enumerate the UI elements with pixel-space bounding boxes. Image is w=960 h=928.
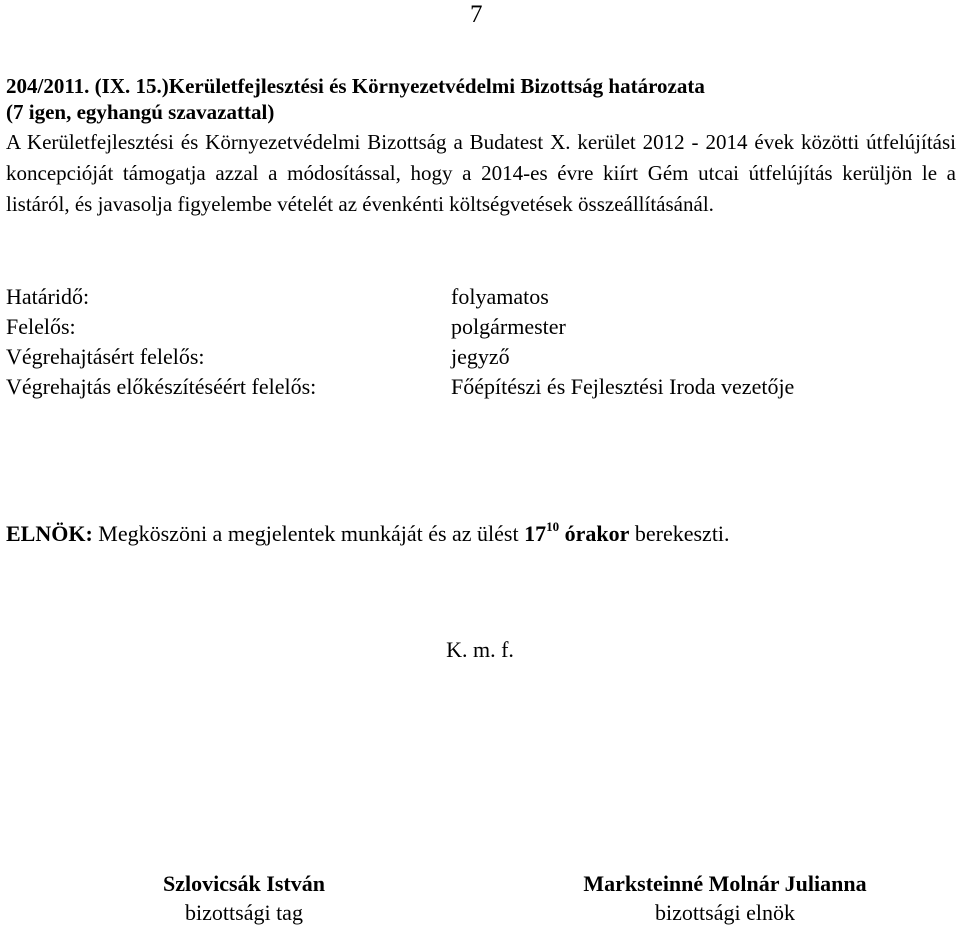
closing-end: berekeszti.: [629, 521, 730, 546]
kmf-note: K. m. f.: [446, 637, 514, 662]
signature-right: [545, 869, 905, 927]
assignment-row-responsible: [6, 312, 794, 342]
resolution-title: 204/2011. (IX. 15.)Kerületfejlesztési és Környezetvédelmi Bizottság határozata: [6, 74, 705, 98]
resolution-block: [6, 73, 956, 220]
speaker-label: ELNÖK:: [6, 521, 93, 546]
signature-role: bizottsági tag: [185, 900, 303, 925]
signature-role: bizottsági elnök: [655, 900, 795, 925]
assignment-row-deadline: [6, 282, 794, 312]
closing-hour: 17: [524, 521, 547, 546]
assignment-label: Végrehajtás előkészítéséért felelős:: [6, 374, 317, 399]
assignment-value: polgármester: [451, 314, 566, 339]
signature-name: Szlovicsák István: [163, 871, 325, 896]
assignment-value: folyamatos: [451, 284, 549, 309]
closing-unit: órakor: [559, 521, 630, 546]
assignment-value: Főépítészi és Fejlesztési Iroda vezetője: [451, 374, 795, 399]
closing-minutes: 10: [546, 519, 560, 534]
resolution-vote: (7 igen, egyhangú szavazattal): [6, 100, 275, 124]
assignment-label: Végrehajtásért felelős:: [6, 344, 205, 369]
resolution-body: A Kerületfejlesztési és Környezetvédelmi Bizottság a Budatest X. kerület 2012 - 2014 évek közötti útfelújítási koncepcióját támogatja azzal a módosítással, hogy a 2014-es évre kiírt Gém utcai útfelújítás kerüljön le a listáról, és javasolja figyelembe vételét az évenkénti költségvetések összeállításánál.: [6, 130, 956, 216]
assignment-value: jegyző: [451, 344, 510, 369]
assignment-label: Határidő:: [6, 284, 90, 309]
signature-left: [109, 869, 379, 927]
closing-text: Megköszöni a megjelentek munkáját és az ülést: [92, 521, 525, 546]
closing-statement: [6, 519, 730, 549]
assignment-row-execution: [6, 342, 794, 372]
signature-name: Marksteinné Molnár Julianna: [583, 871, 867, 896]
page-number: 7: [470, 1, 483, 28]
assignment-row-preparation: [6, 372, 794, 402]
assignment-label: Felelős:: [6, 314, 76, 339]
assignments-list: [6, 282, 794, 402]
